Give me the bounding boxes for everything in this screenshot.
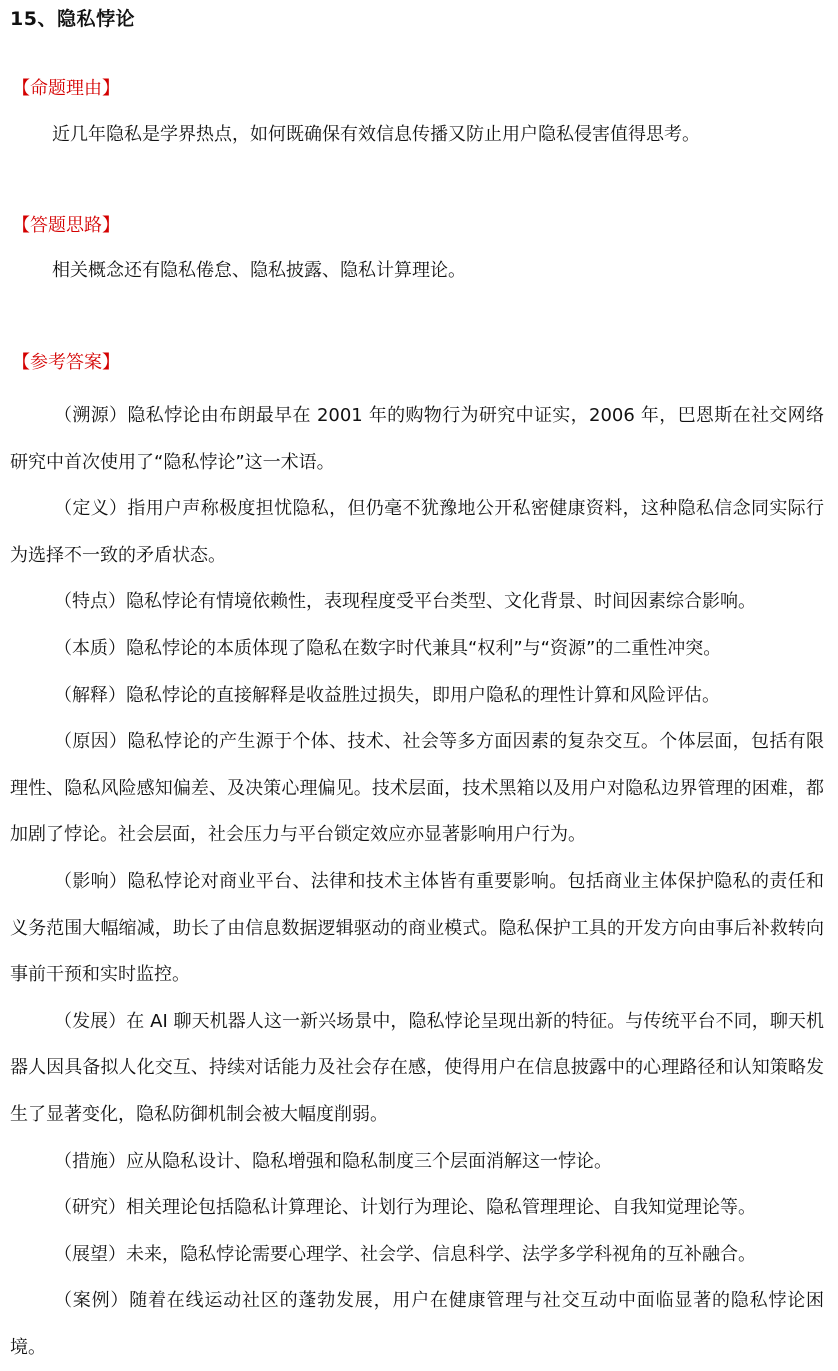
answer-heading: 【参考答案】 [12, 352, 120, 373]
answer-body [10, 393, 824, 1371]
reason-heading: 【命题理由】 [12, 78, 120, 99]
answer-paragraph-causes: （原因）隐私悖论的产生源于个体、技术、社会等多方面因素的复杂交互。个体层面，包括有限理性、隐私风险感知偏差、及决策心理偏见。技术层面，技术黑箱以及用户对隐私边界管理的困难，都加剧了悖论。社会层面，社会压力与平台锁定效应亦显著影响用户行为。 [10, 731, 824, 846]
answer-paragraph-features: （特点）隐私悖论有情境依赖性，表现程度受平台类型、文化背景、时间因素综合影响。 [54, 591, 756, 613]
reason-text: 近几年隐私是学界热点，如何既确保有效信息传播又防止用户隐私侵害值得思考。 [52, 124, 700, 145]
answer-paragraph-development: （发展）在 AI 聊天机器人这一新兴场景中，隐私悖论呈现出新的特征。与传统平台不同，聊天机器人因具备拟人化交互、持续对话能力及社会存在感，使得用户在信息披露中的心理路径和认知策略发生了显著变化，隐私防御机制会被大幅度削弱。 [10, 1010, 824, 1125]
answer-paragraph-definition: （定义）指用户声称极度担忧隐私，但仍毫不犹豫地公开私密健康资料，这种隐私信念同实际行为选择不一致的矛盾状态。 [10, 498, 824, 566]
question-title: 15、隐私悖论 [10, 8, 135, 30]
answer-paragraph-measures: （措施）应从隐私设计、隐私增强和隐私制度三个层面消解这一悖论。 [54, 1150, 612, 1172]
answer-paragraph-explanation: （解释）隐私悖论的直接解释是收益胜过损失，即用户隐私的理性计算和风险评估。 [54, 684, 720, 706]
approach-text: 相关概念还有隐私倦怠、隐私披露、隐私计算理论。 [52, 260, 466, 281]
answer-paragraph-essence: （本质）隐私悖论的本质体现了隐私在数字时代兼具“权利”与“资源”的二重性冲突。 [54, 637, 722, 659]
answer-paragraph-research: （研究）相关理论包括隐私计算理论、计划行为理论、隐私管理理论、自我知觉理论等。 [54, 1197, 756, 1219]
answer-paragraph-case: （案例）随着在线运动社区的蓬勃发展，用户在健康管理与社交互动中面临显著的隐私悖论困境。 [10, 1290, 824, 1358]
answer-paragraph-outlook: （展望）未来，隐私悖论需要心理学、社会学、信息科学、法学多学科视角的互补融合。 [54, 1243, 756, 1265]
answer-paragraph-impact: （影响）隐私悖论对商业平台、法律和技术主体皆有重要影响。包括商业主体保护隐私的责任和义务范围大幅缩减，助长了由信息数据逻辑驱动的商业模式。隐私保护工具的开发方向由事后补救转向事前干预和实时监控。 [10, 870, 824, 986]
approach-heading: 【答题思路】 [12, 215, 120, 236]
answer-paragraph-origin: （溯源）隐私悖论由布朗最早在 2001 年的购物行为研究中证实，2006 年，巴恩斯在社交网络研究中首次使用了“隐私悖论”这一术语。 [10, 405, 824, 473]
